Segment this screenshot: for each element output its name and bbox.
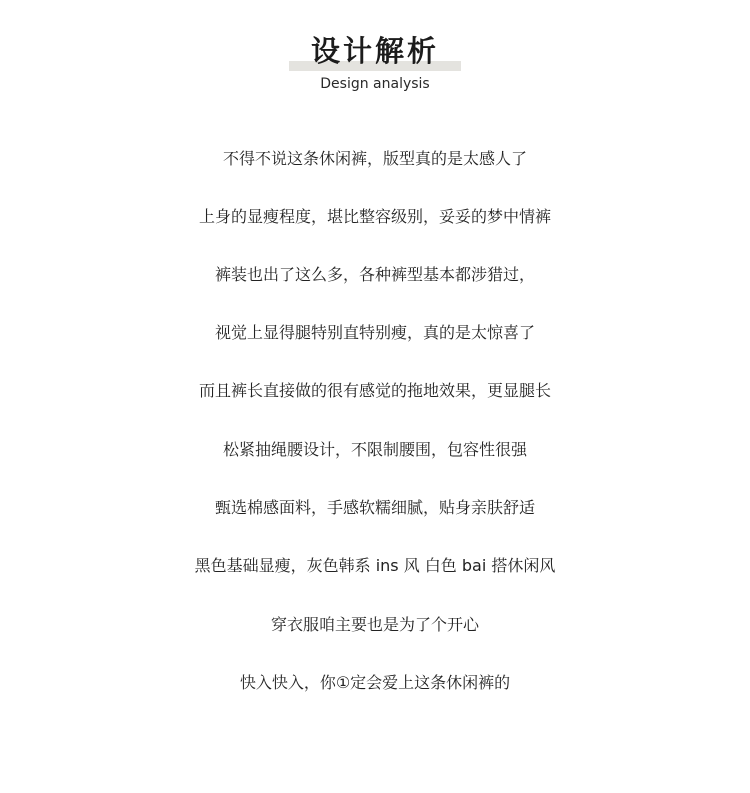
section-header: [0, 30, 750, 100]
description-line: 快入快入，你①定会爱上这条休闲裤的: [239, 673, 511, 692]
description-line: 而且裤长直接做的很有感觉的拖地效果，更显腿长: [198, 381, 551, 400]
description-line: 裤装也出了这么多，各种裤型基本都涉猎过，: [214, 265, 535, 284]
description-line: 上身的显瘦程度，堪比整容级别，妥妥的梦中情裤: [198, 207, 551, 226]
description-line: 穿衣服咱主要也是为了个开心: [270, 615, 479, 634]
description-line: 甄选棉感面料，手感软糯细腻，贴身亲肤舒适: [214, 498, 535, 517]
description-line: 黑色基础显瘦，灰色韩系 ins 风 白色 bai 搭休闲风: [194, 556, 556, 575]
section-title: 设计解析: [310, 34, 439, 68]
section-subtitle: Design analysis: [320, 76, 430, 92]
description-line: 松紧抽绳腰设计，不限制腰围，包容性很强: [222, 440, 527, 459]
description-line: 不得不说这条休闲裤，版型真的是太感人了: [222, 149, 527, 168]
description-line: 视觉上显得腿特别直特别瘦，真的是太惊喜了: [214, 323, 535, 342]
